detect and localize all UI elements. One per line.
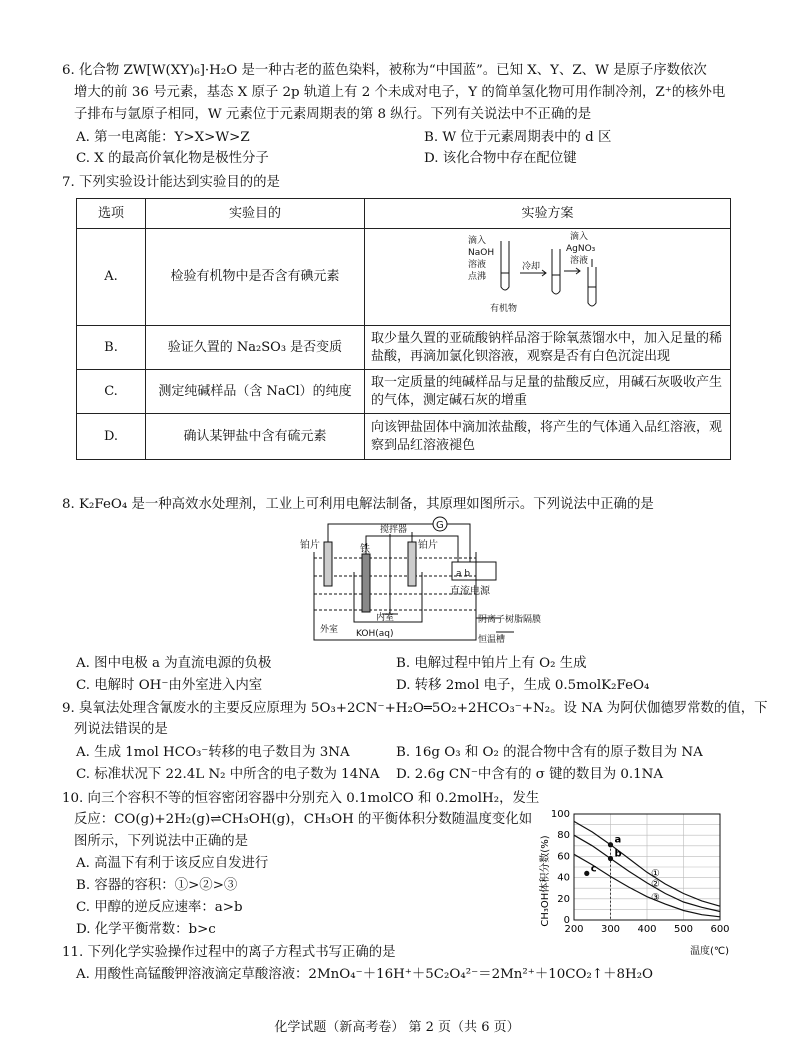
q10-option-b: B. 容器的容积：①>②>③ (76, 878, 238, 893)
fig-label-boil: 点沸 (467, 272, 486, 282)
data-point (584, 871, 589, 876)
test-tube-2 (552, 249, 560, 294)
row-option: B. (77, 326, 146, 370)
table-header-row (77, 199, 731, 229)
x-axis-label: 温度(℃) (690, 946, 730, 957)
q10-stem-line3: 图所示，下列说法中正确的是 (74, 834, 249, 849)
q9-stem-line2: 列说法错误的是 (74, 722, 168, 737)
test-tube-1 (501, 241, 509, 290)
row-plan-figure (365, 229, 731, 326)
fig-label-agno3: AgNO₃ (565, 244, 595, 254)
label-platinum-left: 铂片 (300, 540, 320, 551)
q9-option-a: A. 生成 1mol HCO₃⁻转移的电子数目为 3NA (76, 745, 350, 760)
q8-option-a: A. 图中电极 a 为直流电源的负极 (76, 656, 272, 671)
q8-option-d: D. 转移 2mol 电子，生成 0.5molK₂FeO₄ (396, 678, 650, 693)
data-point (608, 856, 613, 861)
table-row (77, 414, 731, 460)
series-label: ② (651, 878, 660, 890)
table-row (77, 326, 731, 370)
table-row (77, 229, 731, 326)
x-tick-label: 200 (564, 924, 584, 935)
q7-table (76, 198, 731, 460)
electrolysis-diagram (300, 514, 542, 652)
row-option: D. (77, 414, 146, 460)
row-option: A. (77, 229, 146, 326)
q6-stem-line3: 子排布与氩原子相同，W 元素位于元素周期表的第 8 纵行。下列有关说法中不正确的是 (74, 107, 592, 122)
page-footer: 化学试题（新高考卷） 第 2 页（共 6 页） (274, 1020, 520, 1035)
q8-option-b: B. 电解过程中铂片上有 O₂ 生成 (396, 656, 587, 671)
header-plan: 实验方案 (365, 199, 731, 229)
fig-label-solution1: 溶液 (467, 260, 486, 270)
point-label: c (590, 863, 597, 875)
y-tick-label: 100 (550, 809, 570, 820)
y-tick-label: 80 (557, 830, 570, 842)
row-goal: 确认某钾盐中含有硫元素 (146, 414, 365, 460)
q10-option-c: C. 甲醇的逆反应速率：a>b (76, 900, 243, 915)
row-goal: 验证久置的 Na₂SO₃ 是否变质 (146, 326, 365, 370)
methanol-fraction-chart (530, 806, 736, 958)
y-axis-label: CH₃OH体积分数(%) (540, 835, 551, 927)
q10-option-a: A. 高温下有利于该反应自发进行 (76, 856, 269, 871)
q8-stem: 8. K₂FeO₄ 是一种高效水处理剂，工业上可利用电解法制备，其原理如图所示。下列说法中正确的是 (62, 497, 654, 512)
label-membrane: 阴离子树脂隔膜 (478, 615, 542, 625)
x-tick-label: 300 (600, 924, 621, 935)
row-goal: 检验有机物中是否含有碘元素 (146, 229, 365, 326)
iodine-test-diagram (468, 231, 628, 317)
label-dc-source: 直流电源 (450, 586, 490, 597)
header-option: 选项 (77, 199, 146, 229)
q10-stem-line2: 反应：CO(g)+2H₂(g)⇌CH₃OH(g)，CH₃OH 的平衡体积分数随温度变化如 (74, 812, 533, 827)
q10-option-d: D. 化学平衡常数：b>c (76, 922, 216, 937)
y-tick-label: 0 (563, 915, 570, 926)
fig-label-organic: 有机物 (489, 304, 517, 314)
q6-option-d: D. 该化合物中存在配位键 (424, 151, 577, 166)
galvanometer-label: G (436, 520, 444, 531)
label-ab: a b (456, 569, 471, 579)
x-tick-label: 500 (673, 924, 694, 935)
q6-stem-line2: 增大的前 36 号元素，基态 X 原子 2p 轨道上有 2 个未成对电子，Y 的简单氢化物可用作制冷剂，Z⁺的核外电 (74, 85, 726, 100)
label-platinum-right: 铂片 (418, 540, 438, 551)
q10-stem-line1: 10. 向三个容积不等的恒容密闭容器中分别充入 0.1molCO 和 0.2molH₂，发生 (62, 791, 540, 806)
row-plan: 向该钾盐固体中滴加浓盐酸，将产生的气体通入品红溶液，观察到品红溶液褪色 (365, 414, 731, 460)
label-bath: 恒温槽 (478, 635, 506, 645)
q9-option-d: D. 2.6g CN⁻中含有的 σ 键的数目为 0.1NA (396, 767, 664, 782)
q7-stem: 7. 下列实验设计能达到实验目的的是 (62, 175, 280, 190)
header-goal: 实验目的 (146, 199, 365, 229)
fig-label-drop1: 滴入 (467, 236, 486, 246)
point-label: b (614, 848, 622, 860)
row-goal: 测定纯碱样品（含 NaCl）的纯度 (146, 370, 365, 414)
row-option: C. (77, 370, 146, 414)
q6-option-c: C. X 的最高价氧化物是极性分子 (76, 151, 269, 166)
table-row (77, 370, 731, 414)
x-tick-label: 600 (710, 924, 730, 935)
label-iron: 铁 (360, 544, 370, 555)
q11-stem: 11. 下列化学实验操作过程中的离子方程式书写正确的是 (62, 945, 396, 960)
q6-option-a: A. 第一电离能：Y>X>W>Z (76, 130, 250, 145)
fig-label-naoh: NaOH (467, 248, 494, 258)
q6-option-b: B. W 位于元素周期表中的 d 区 (424, 130, 612, 145)
platinum-plate-left (324, 542, 332, 586)
row-plan: 取少量久置的亚硫酸钠样品溶于除氧蒸馏水中，加入足量的稀盐酸，再滴加氯化钡溶液，观察是否有白色沉淀出现 (365, 326, 731, 370)
platinum-plate-right (408, 542, 416, 586)
data-point (608, 842, 613, 847)
label-stirrer: 搅拌器 (380, 525, 408, 535)
iron-electrode (362, 554, 370, 612)
series-label: ③ (651, 892, 660, 904)
x-tick-label: 400 (637, 924, 657, 935)
label-koh: KOH(aq) (356, 629, 394, 639)
fig-label-drop2: 滴入 (569, 232, 588, 242)
label-outer: 外室 (320, 625, 339, 635)
chart-ticks (551, 809, 730, 935)
y-tick-label: 40 (557, 872, 570, 884)
fig-label-cool: 冷却 (521, 262, 540, 272)
q6-stem-line1: 6. 化合物 ZW[W(XY)₆]·H₂O 是一种古老的蓝色染料，被称为“中国蓝”。已知 X、Y、Z、W 是原子序数依次 (62, 63, 707, 78)
q9-option-b: B. 16g O₃ 和 O₂ 的混合物中含有的原子数目为 NA (396, 745, 703, 760)
fig-label-solution2: 溶液 (569, 256, 588, 266)
y-tick-label: 20 (557, 893, 570, 905)
point-label: a (614, 834, 622, 846)
q11-option-a: A. 用酸性高锰酸钾溶液滴定草酸溶液：2MnO₄⁻＋16H⁺＋5C₂O₄²⁻＝2Mn²⁺＋10CO₂↑＋8H₂O (76, 967, 654, 982)
y-tick-label: 60 (557, 851, 570, 863)
series-label: ① (651, 868, 660, 880)
q9-stem-line1: 9. 臭氧法处理含氰废水的主要反应原理为 5O₃+2CN⁻+H₂O═5O₂+2HCO₃⁻+N₂。设 NA 为阿伏伽德罗常数的值，下 (62, 701, 768, 716)
label-inner: 内室 (376, 613, 395, 623)
q8-option-c: C. 电解时 OH⁻由外室进入内室 (76, 678, 263, 693)
q9-option-c: C. 标准状况下 22.4L N₂ 中所含的电子数为 14NA (76, 767, 380, 782)
row-plan: 取一定质量的纯碱样品与足量的盐酸反应，用碱石灰吸收产生的气体，测定碱石灰的增重 (365, 370, 731, 414)
